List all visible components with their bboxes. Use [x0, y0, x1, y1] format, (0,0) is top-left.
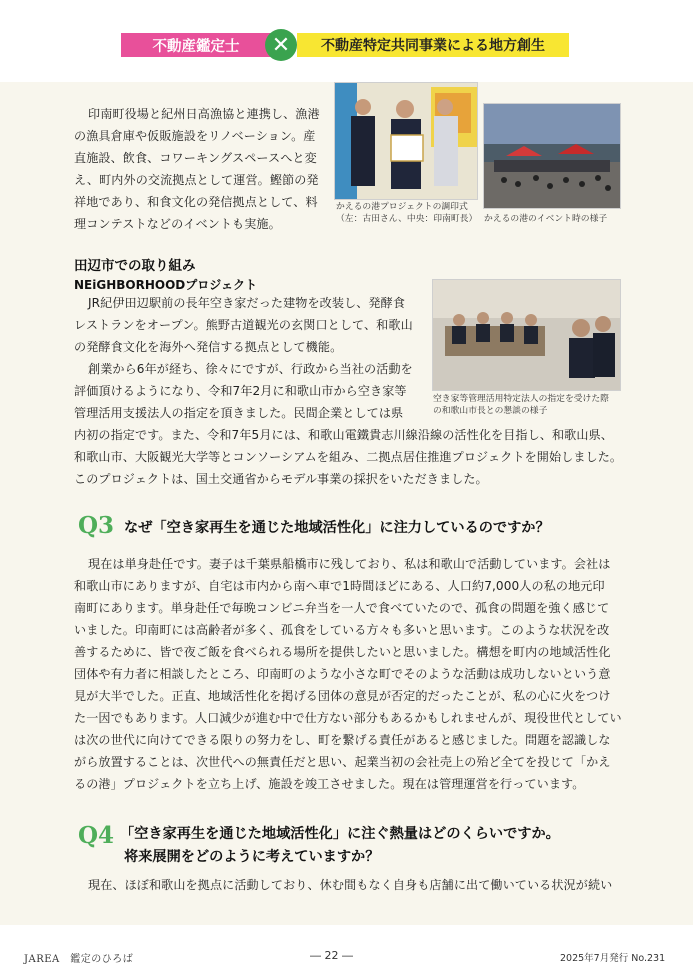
text-line: このプロジェクトは、国土交通省からモデル事業の採択をいただきました。 — [74, 472, 488, 486]
meeting-photo — [432, 279, 621, 391]
text-line: 理コンテストなどのイベントも実施。 — [74, 217, 281, 231]
text-line: 評価頂けるようになり、令和7年2月に和歌山市から空き家等 — [74, 384, 407, 398]
event-photo — [483, 103, 621, 209]
meeting-caption-line2: の和歌山市長との懇談の様子 — [433, 406, 548, 416]
text-line: 管理活用支援法人の指定を頂きました。民間企業としては県 — [74, 406, 404, 420]
meeting-illustration — [433, 280, 620, 390]
text-line: 現在、ほぼ和歌山を拠点に活動しており、休む間もなく自身も店舗に出て働いている状況が続い — [88, 878, 613, 892]
text-line: 創業から6年が経ち、徐々にですが、行政から当社の活動を — [88, 362, 413, 376]
footer-page-number: ― 22 ― — [310, 949, 353, 962]
signing-caption-line2: （左：古田さん、中央：印南町長） — [336, 214, 478, 224]
text-line: るの港」プロジェクトを立ち上げ、施設を竣工させました。現在は管理運営を行っています。 — [74, 777, 585, 791]
text-line: 和歌山市にありますが、自宅は市内から南へ車で1時間ほどにある、人口約7,000人の私の地元印 — [74, 579, 605, 593]
signing-caption-line1: かえるの港プロジェクトの調印式 — [336, 202, 468, 212]
q4-title-line2: 将来展開をどのように考えていますか？ — [124, 849, 380, 865]
text-line: の漁具倉庫や仮販施設をリノベーション。産 — [74, 129, 316, 143]
text-line: 現在は単身赴任です。妻子は千葉県船橋市に残しており、私は和歌山で活動しています。会社は — [88, 557, 611, 571]
text-line: 南町にあります。単身赴任で毎晩コンビニ弁当を一人で食べていたので、孤食の問題を強く感じて — [74, 601, 610, 615]
meeting-caption-line1: 空き家等管理活用特定法人の指定を受けた際 — [433, 394, 609, 404]
event-illustration — [484, 104, 620, 208]
signing-ceremony-photo — [334, 82, 478, 200]
text-line: え、町内外の交流拠点として運営。鰹節の発 — [74, 173, 319, 187]
q3-title: なぜ「空き家再生を通じた地域活性化」に注力しているのですか？ — [124, 520, 550, 536]
signing-ceremony-illustration — [335, 83, 477, 199]
text-line: 善するために、皆で夜ご飯を食べられる場所を提供したいと思いました。構想を町内の地域活性化 — [74, 645, 611, 659]
section-subheading: NEiGHBORHOODプロジェクト — [74, 278, 258, 292]
text-line: 和歌山市、大阪観光大学等とコンソーシアムを組み、二拠点居住推進プロジェクトを開始しました。 — [74, 450, 623, 464]
header-cross-icon: ✕ — [265, 29, 297, 61]
section-heading: 田辺市での取り組み — [74, 258, 196, 274]
text-line: は次の世代に向けてできる限りの努力をし、町を繋げる責任があると感じました。問題を認識しな — [74, 733, 611, 747]
text-line: 内初の指定です。また、令和7年5月には、和歌山電鐵貴志川線沿線の活性化を目指し、和歌山県、 — [74, 428, 613, 442]
text-line: 見が大半でした。正直、地域活性化を掲げる団体の意見が否定的だったことが、私の心に火をつけ — [74, 689, 611, 703]
text-line: の発酵食文化を海外へ発信する拠点として機能。 — [74, 340, 343, 354]
text-line: 直施設、飲食、コワーキングスペースへと変 — [74, 151, 317, 165]
text-line: 祥地であり、和食文化の発信拠点として、料 — [74, 195, 318, 209]
text-line: 印南町役場と紀州日高漁協と連携し、漁港 — [88, 107, 320, 121]
text-line: いました。印南町には高齢者が多く、孤食をしている方々も多いと思います。このような状況を改 — [74, 623, 610, 637]
text-line: レストランをオープン。熊野古道観光の玄関口として、和歌山 — [74, 318, 413, 332]
text-line: がら放置することは、次世代への無責任だと思い、起業当初の会社売上の殆ど全てを投じて「かえ — [74, 755, 611, 769]
event-caption: かえるの港のイベント時の様子 — [484, 214, 608, 224]
q4-label: Q4 — [78, 822, 115, 849]
footer-issue: 2025年7月発行 No.231 — [560, 953, 666, 964]
footer-publication: JAREA 鑑定のひろば — [24, 954, 134, 965]
header-theme-label: 不動産特定共同事業による地方創生 — [297, 33, 569, 57]
q3-label: Q3 — [78, 512, 115, 539]
header-category-label: 不動産鑑定士 — [121, 33, 271, 57]
text-line: た一因でもあります。人口減少が進む中で仕方ない部分もあるかもしれませんが、現役世代としてい — [74, 711, 622, 725]
q4-title-line1: 「空き家再生を通じた地域活性化」に注ぐ熱量はどのくらいですか。 — [120, 826, 560, 842]
text-line: 団体や有力者に相談したところ、印南町のような小さな町でそのような活動は成功しないという意 — [74, 667, 611, 681]
text-line: JR紀伊田辺駅前の長年空き家だった建物を改装し、発酵食 — [88, 296, 406, 310]
